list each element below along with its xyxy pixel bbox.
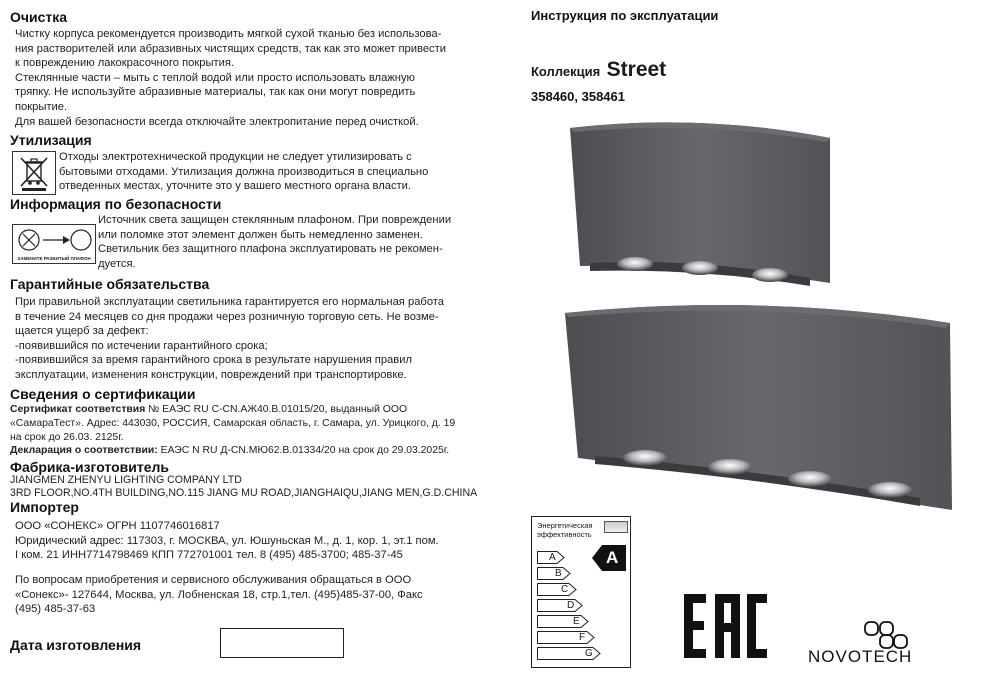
text-line: дуется. [98,257,136,270]
cleaning-title: Очистка [10,9,68,25]
manufacturer-title: Фабрика-изготовитель [10,459,169,475]
text-line: щается ущерб за дефект: [15,325,149,338]
disposal-text [59,150,499,194]
safety-title: Информация по безопасности [10,196,222,212]
energy-class-d [537,599,583,612]
novotech-logo-icon [863,620,909,650]
text-line: По вопросам приобретения и сервисного обслуживания обращаться в ООО [15,574,412,586]
text-line: бытовыми отходами. Утилизация должна производиться в специально [59,165,429,178]
current-class-letter: A [606,548,619,567]
declaration-line [10,444,505,458]
cert-line [10,403,505,417]
text-line: или поломке этот элемент должен быть немедленно заменен. [98,228,423,241]
energy-class-b [537,567,571,580]
text-line: эксплуатации, изменения конструкции, повреждений при транспортировке. [15,368,407,381]
warranty-title: Гарантийные обязательства [10,276,210,292]
importer-text [15,519,505,563]
text-line: тряпку. Не используйте абразивные материалы, так как они могут повредить [15,86,416,99]
energy-class-letter: F [579,632,586,643]
text-line: Светильник без защитного плафона эксплуатировать не рекомен- [98,243,443,256]
energy-class-a [537,551,565,564]
manufacture-date-box[interactable] [220,628,344,658]
text-line: покрытие. [15,100,68,113]
certification-title: Сведения о сертификации [10,386,196,402]
energy-current-class [592,545,626,571]
crossed-bin-icon [12,151,56,195]
text-line: ния растворителей или абразивных чистящих средств, так как это может привести [15,42,447,55]
collection-heading [531,58,666,82]
instruction-title: Инструкция по эксплуатации [531,8,719,23]
novotech-logo [808,620,984,666]
broken-shade-icon [12,224,96,264]
cert-validity: на срок до 26.03. 2125г. [10,431,124,443]
decl-number: ЕАЭС N RU Д-CN.МЮ62.В.01334/20 на срок до 29.03.2025г. [157,445,450,457]
icon-caption: ЗАМЕНИТЕ РАЗБИТЫЙ ПЛАФОН [17,256,91,261]
text-line: в течение 24 месяцев со дня продажи через розничную торговую сеть. Не возме- [15,310,439,323]
text-line: I ком. 21 ИНН7714798469 КПП 772701001 тел. 8 (495) 485-3700; 485-37-45 [15,549,403,562]
energy-label-title [537,521,593,539]
energy-class-letter: D [567,600,575,611]
product-image [560,118,990,528]
warranty-text [15,295,505,383]
cleaning-text [15,27,505,129]
text-line: отведенных местах, уточните это у вашего местного органа власти. [59,180,412,193]
disposal-title: Утилизация [10,132,92,148]
text-line: к повреждению лакокрасочного покрытия. [15,57,235,70]
energy-class-c [537,583,577,596]
collection-name: Street [606,58,667,81]
lamp-large [565,305,952,510]
text-line: При правильной эксплуатации светильника гарантируется его нормальная работа [15,296,445,308]
cert-number: № ЕАЭС RU C-CN.АЖ40.В.01015/20, выданный ООО [145,404,408,415]
text-line: Источник света защищен стеклянным плафоном. При повреждении [98,214,452,226]
energy-class-letter: E [573,616,580,627]
energy-class-letter: G [585,648,593,659]
text-line: Отходы электротехнической продукции не следует утилизировать с [59,151,412,163]
cert-address: «СамараТест». Адрес: 443030, РОССИЯ, Самарская область, г. Самара, ул. Урицкого, д. 19 [10,417,456,429]
text-line: ООО «СОНЕКС» ОГРН 1107746016817 [15,520,220,532]
energy-title-line: Энергетическая [537,521,593,530]
model-numbers: 358460, 358461 [531,89,625,104]
cert-label: Сертификат соответствия [10,404,146,415]
text-line: -появившийся за время гарантийного срока в результате нарушения правил [15,354,413,367]
energy-bulb-icon [604,521,628,533]
text-line: (495) 485-37-63 [15,603,96,616]
energy-class-scale [537,551,597,663]
eac-mark-icon [684,594,766,658]
manufacture-date-label: Дата изготовления [10,637,142,653]
text-line: Юридический адрес: 117303, г. МОСКВА, ул. Юшуньская М., д. 1, кор. 1, эт.1 пом. [15,534,439,547]
safety-text [98,213,498,271]
energy-class-letter: C [561,584,569,595]
energy-class-f [537,631,595,644]
decl-label: Декларация о соответствии: [10,445,158,457]
energy-class-e [537,615,589,628]
energy-class-letter: B [555,568,562,579]
text-line: JIANGMEN ZHENYU LIGHTING COMPANY LTD [10,474,242,486]
text-line: Чистку корпуса рекомендуется производить мягкой сухой тканью без использова- [15,28,442,40]
novotech-logo-text: NOVOTECH [808,647,913,666]
certification-text [10,403,505,458]
text-line: «Сонекс»- 127644, Москва, ул. Лобненская 18, стр.1,тел. (495)485-37-00, Факс [15,588,423,601]
text-line: Для вашей безопасности всегда отключайте электропитание перед очисткой. [15,115,419,128]
manufacturer-text [10,474,505,500]
text-line: 3RD FLOOR,NO.4TH BUILDING,NO.115 JIANG MU ROAD,JIANGHAIQU,JIANG MEN,G.D.CHINA [10,487,478,499]
energy-class-letter: A [549,552,556,563]
collection-label: Коллекция [531,64,601,79]
lamp-small [570,122,830,286]
text-line: Стеклянные части – мыть с теплой водой или просто использовать влажную [15,71,415,84]
energy-class-g [537,647,601,660]
importer-title: Импортер [10,499,79,515]
energy-title-line: эффективность [537,530,592,539]
text-line: -появившийся по истечении гарантийного срока; [15,339,268,352]
energy-label [531,516,631,668]
service-text [15,573,505,617]
